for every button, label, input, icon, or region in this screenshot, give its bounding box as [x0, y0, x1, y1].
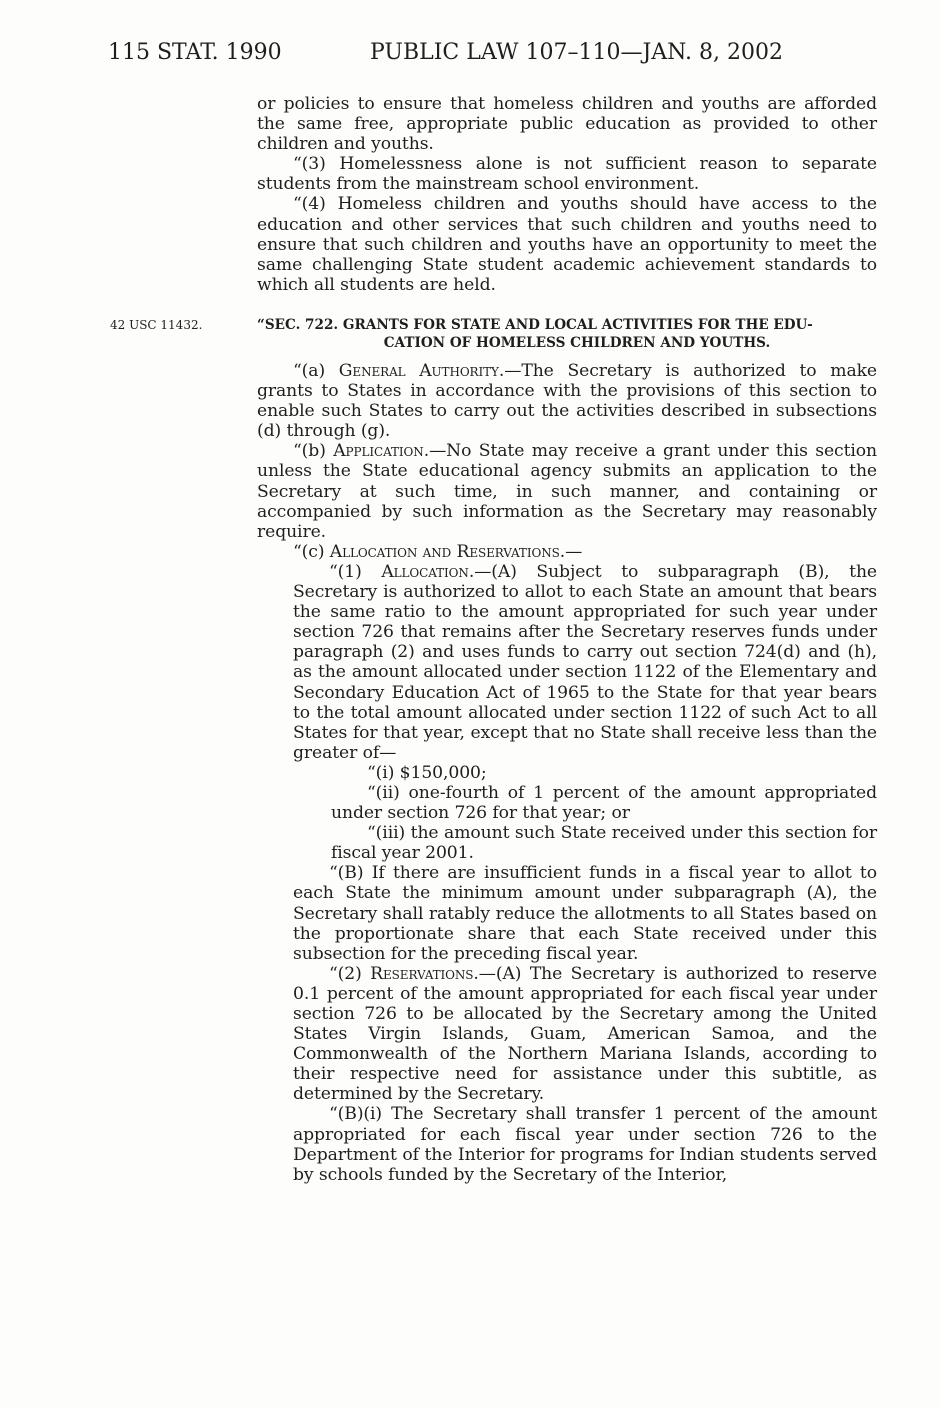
clause-iii: “(iii) the amount such State received under this section for fiscal year 2001. — [331, 823, 877, 864]
top-text-block — [257, 94, 877, 295]
paragraph-3: “(3) Homelessness alone is not sufficient reason to separate students from the mainstream school environment. — [257, 154, 877, 195]
subsection-c-heading: Allocation and Reservations — [329, 541, 560, 562]
section-heading-line-1: “SEC. 722. GRANTS FOR STATE AND LOCAL ACTIVITIES FOR THE EDU- — [257, 317, 813, 333]
paragraph-c2-heading: Reservations — [370, 963, 474, 984]
subsection-c: “(c) Allocation and Reservations.— — [293, 541, 583, 562]
usc-margin-note: 42 USC 11432. — [110, 318, 203, 332]
subparagraph-B: “(B) If there are insufficient funds in a fiscal year to allot to each State the minimum amount under subparagraph (A), the Secretary shall ratably reduce the allotments to all States based on the proportionate share that each State received under this subsection for the preceding fiscal year. — [293, 863, 877, 964]
paragraph-c1-heading: Allocation — [381, 561, 469, 582]
clause-ii: “(ii) one-fourth of 1 percent of the amount appropriated under section 726 for that year; or — [331, 782, 877, 824]
subsection-b: “(b) Application.—No State may receive a grant under this section unless the State educational agency submits an application to the Secretary at such time, in such manner, and containing or accompanied by such information as the Secretary may reasonably require. — [257, 441, 877, 542]
continued-paragraph: or policies to ensure that homeless children and youths are afforded the same free, appropriate public education as provided to other children and youths. — [257, 94, 877, 155]
section-heading-line-2: CATION OF HOMELESS CHILDREN AND YOUTHS. — [383, 335, 771, 351]
page-reference: 115 STAT. 1990 — [108, 40, 282, 65]
subsection-a: “(a) General Authority.—The Secretary is authorized to make grants to States in accordance with the provisions of this section to enable such States to carry out the activities described in subsections (d) through (g). — [257, 361, 877, 442]
clause-i: “(i) $150,000; — [367, 762, 487, 783]
paragraph-4: “(4) Homeless children and youths should have access to the education and other services that such children and youths need to ensure that such children and youths have an opportunity to meet the same challenging State student academic achievement standards to which all students are held. — [257, 194, 877, 295]
public-law-citation: PUBLIC LAW 107–110—JAN. 8, 2002 — [370, 40, 783, 65]
subsection-a-heading: General Authority — [338, 361, 499, 381]
subparagraph-B-i: “(B)(i) The Secretary shall transfer 1 percent of the amount appropriated for each fiscal year under section 726 to the Department of the Interior for programs for Indian students served by schools funded by the Secretary of the Interior, — [293, 1104, 877, 1185]
section-heading — [257, 316, 877, 352]
subsection-b-heading: Application — [333, 441, 424, 462]
section-body — [257, 361, 877, 1185]
paragraph-c1: “(1) Allocation.—(A) Subject to subparagraph (B), the Secretary is authorized to allot to each State an amount that bears the same ratio to the amount appropriated for such year under section 726 that remains after the Secretary reserves funds under paragraph (2) and uses funds to carry out section 724(d) and (h), as the amount allocated under section 1122 of the Elementary and Secondary Education Act of 1965 to the State for that year bears to the total amount allocated under section 1122 of such Act to all States for that year, except that no State shall receive less than the greater of— — [293, 561, 877, 763]
paragraph-c2: “(2) Reservations.—(A) The Secretary is authorized to reserve 0.1 percent of the amount appropriated for each fiscal year under section 726 to be allocated by the Secretary among the United States Virgin Islands, Guam, American Samoa, and the Commonwealth of the Northern Mariana Islands, according to their respective need for assistance under this subtitle, as determined by the Secretary. — [293, 963, 877, 1105]
running-header — [108, 40, 868, 80]
